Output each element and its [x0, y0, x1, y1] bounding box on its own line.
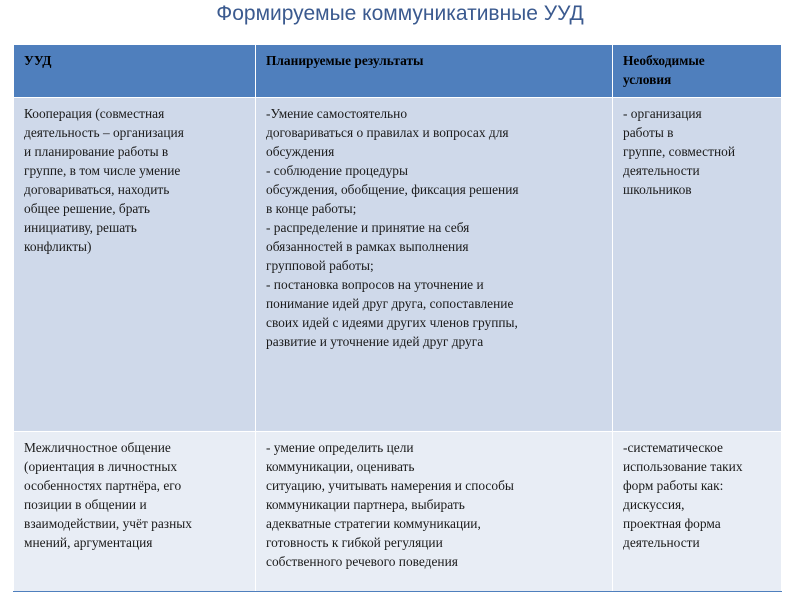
header-uud: УУД [14, 45, 256, 98]
cell-results: - умение определить цели коммуникации, оценивать ситуацию, учитывать намерения и способы коммуникации партнера, выбирать адекватные стратегии коммуникации, готовность к гибкой регуляции собственного речевого поведения [256, 432, 613, 592]
cell-results: -Умение самостоятельно договариваться о правилах и вопросах для обсуждения - соблюдение процедуры обсуждения, обобщение, фиксация решения в конце работы; - распределение и принятие на себя обязанностей в рамках выполнения групповой работы; - постановка вопросов на уточнение и понимание идей друг друга, сопоставление своих идей с идеями других членов группы, развитие и уточнение идей друг друга [256, 98, 613, 432]
header-planned-results: Планируемые результаты [256, 45, 613, 98]
cell-uud: Кооперация (совместная деятельность – организация и планирование работы в группе, в том числе умение договариваться, находить общее решение, брать инициативу, решать конфликты) [14, 98, 256, 432]
header-required-conditions: Необходимые условия [613, 45, 782, 98]
table-row [14, 432, 782, 592]
cell-uud: Межличностное общение (ориентация в личностных особенностях партнёра, его позиции в общении и взаимодействии, учёт разных мнений, аргументация [14, 432, 256, 592]
cell-conditions: - организация работы в группе, совместной деятельности школьников [613, 98, 782, 432]
table-row [14, 98, 782, 432]
page-title: Формируемые коммуникативные УУД [216, 2, 584, 25]
cell-conditions: -систематическое использование таких форм работы как: дискуссия, проектная форма деятельности [613, 432, 782, 592]
table-header-row [14, 45, 782, 98]
uud-table [13, 44, 782, 592]
